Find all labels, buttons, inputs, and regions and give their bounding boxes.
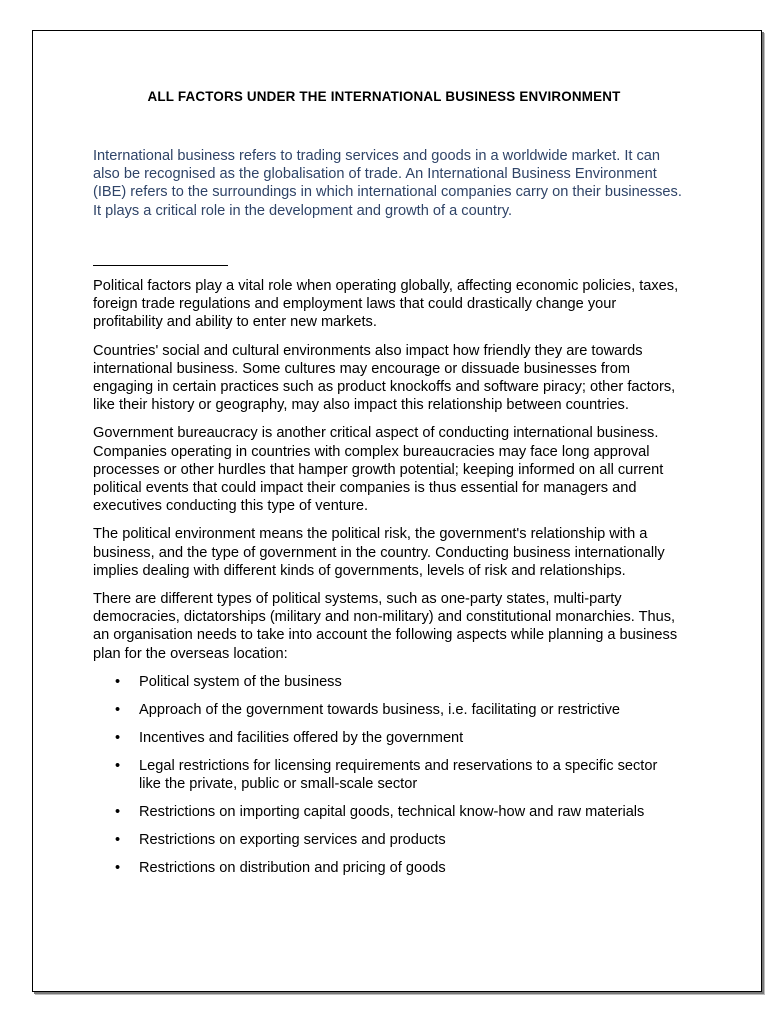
list-item: [93, 729, 683, 747]
document-title: ALL FACTORS UNDER THE INTERNATIONAL BUSINESS ENVIRONMENT: [147, 89, 621, 104]
paragraph-political-systems: There are different types of political systems, such as one-party states, multi-party democracies, dictatorships (military and non-military) and constitutional monarchies. Thus, an organisation needs to take into account the following aspects while planning a business plan for the overseas location:: [93, 591, 678, 662]
list-item-text: Restrictions on importing capital goods, technical know-how and raw materials: [139, 804, 645, 821]
list-item-text: Political system of the business: [139, 673, 342, 690]
paragraph-social-cultural: Countries' social and cultural environments also impact how friendly they are towards international business. Some cultures may encourage or dissuade businesses from engaging in certain practices such as product knockoffs and software piracy; other factors, like their history or geography, may also impact this relationship between countries.: [93, 342, 676, 414]
list-item: [93, 701, 683, 719]
list-item: [93, 803, 683, 821]
section-divider: [93, 265, 228, 266]
bullet-icon: •: [115, 832, 121, 849]
list-item-text: Legal restrictions for licensing requirements and reservations to a specific sector like the private, public or small-scale sector: [139, 757, 658, 793]
bullet-icon: •: [115, 729, 121, 746]
bullet-icon: •: [115, 804, 121, 821]
list-item: [93, 673, 683, 691]
paragraph-political-environment: The political environment means the political risk, the government's relationship with a business, and the type of government in the country. Conducting business internationally implies dealing with different kinds of governments, levels of risk and relationships.: [93, 526, 665, 579]
list-item: [93, 831, 683, 849]
bullet-icon: •: [115, 757, 121, 774]
list-item-text: Restrictions on exporting services and products: [139, 832, 446, 849]
list-item-text: Incentives and facilities offered by the government: [139, 729, 464, 746]
bullet-icon: •: [115, 673, 121, 690]
list-item-text: Approach of the government towards business, i.e. facilitating or restrictive: [139, 701, 621, 718]
intro-paragraph: International business refers to trading services and goods in a worldwide market. It can also be recognised as the globalisation of trade. An International Business Environment (IBE) refers to the surroundings in which international companies carry on their businesses. It plays a critical role in the development and growth of a country.: [93, 148, 682, 219]
bullet-icon: •: [115, 701, 121, 718]
list-item: [93, 757, 683, 793]
aspects-list: [93, 673, 683, 877]
paragraph-political-factors: Political factors play a vital role when operating globally, affecting economic policies, taxes, foreign trade regulations and employment laws that could drastically change your profitability and ability to enter new markets.: [93, 278, 679, 331]
document-body: [93, 277, 683, 887]
bullet-icon: •: [115, 860, 121, 877]
list-item: [93, 859, 683, 877]
list-item-text: Restrictions on distribution and pricing of goods: [139, 860, 446, 877]
paragraph-government-bureaucracy: Government bureaucracy is another critical aspect of conducting international business. Companies operating in countries with complex bureaucracies may face long approval processes or other hurdles that hamper growth potential; keeping informed on all current political events that could impact their companies is thus essential for managers and executives conducting this type of venture.: [93, 425, 664, 515]
